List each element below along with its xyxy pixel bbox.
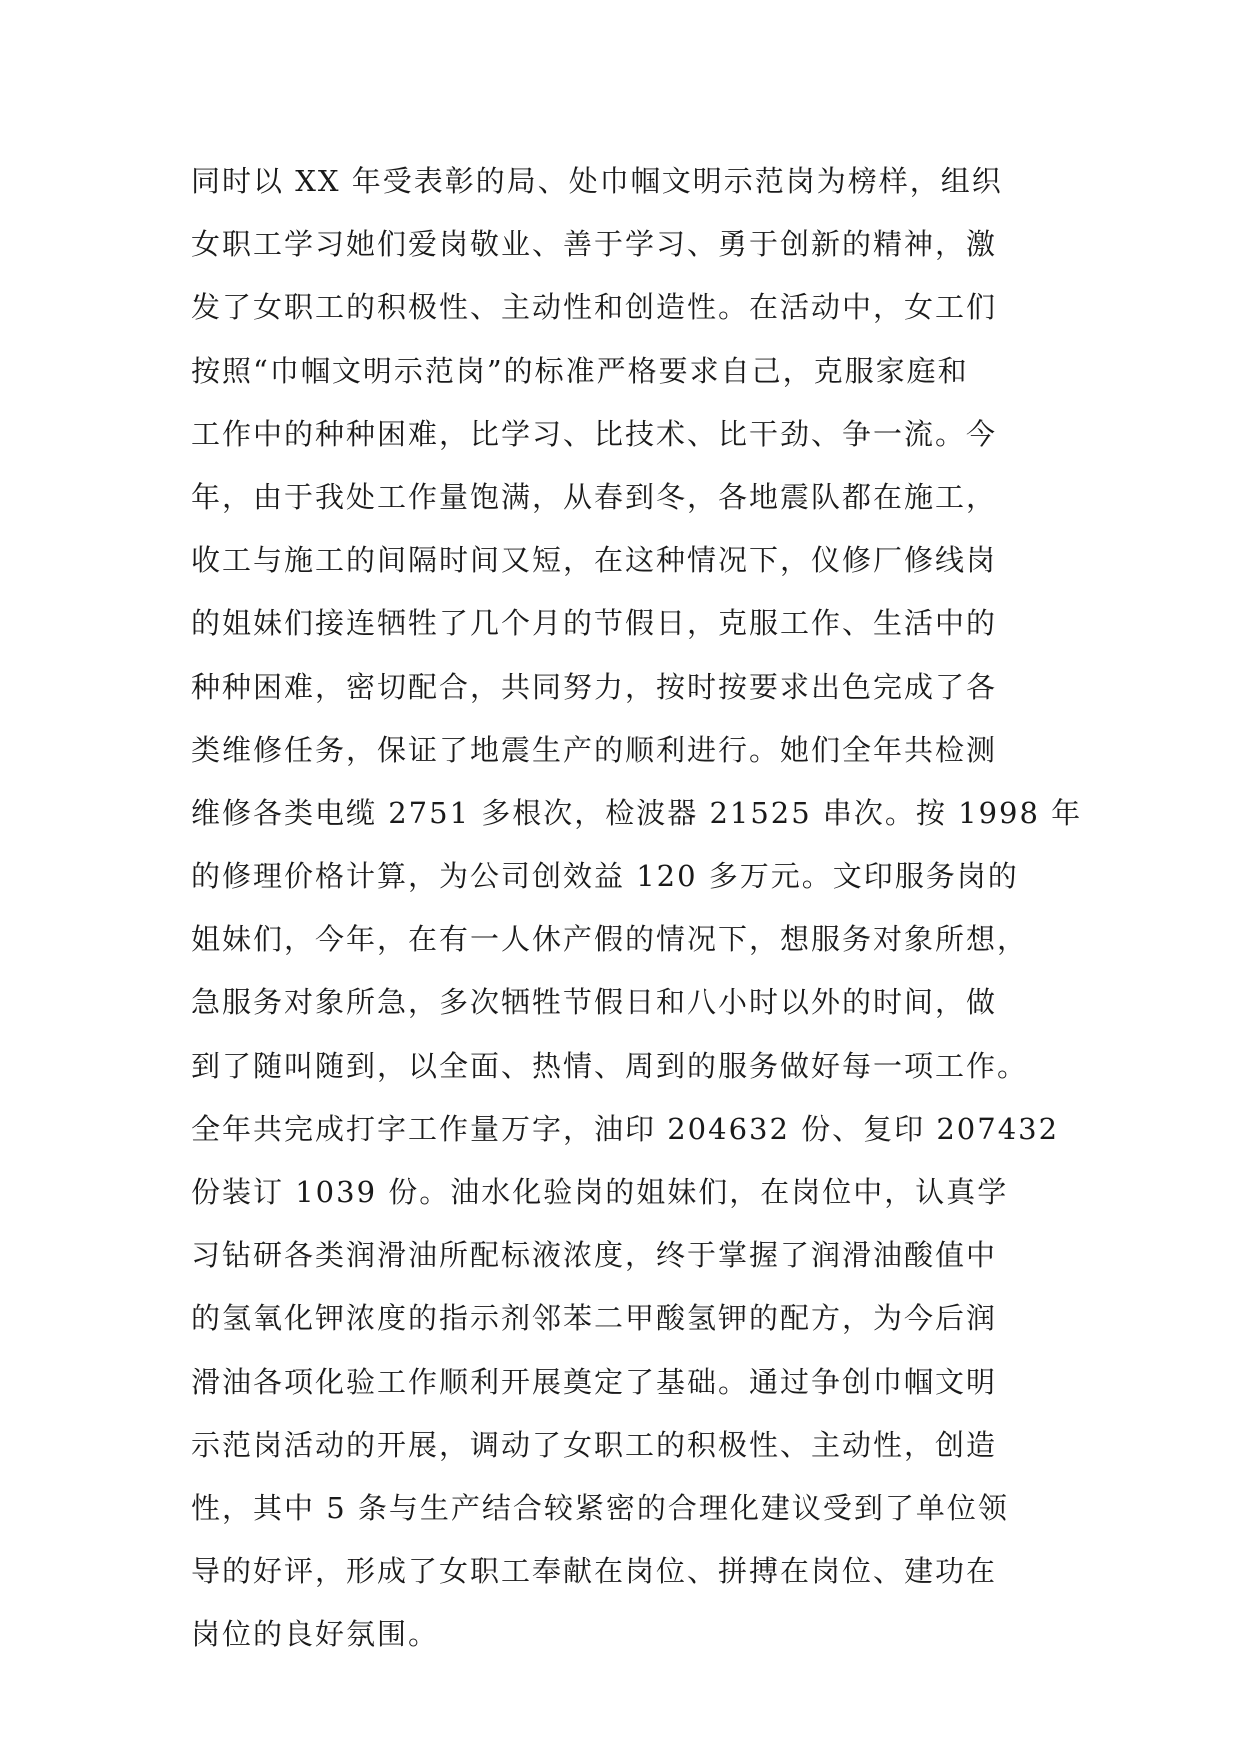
text-line: 种种困难，密切配合，共同努力，按时按要求出色完成了各 [191, 669, 998, 704]
text-line: 年，由于我处工作量饱满，从春到冬，各地震队都在施工， [191, 479, 998, 514]
text-line: 全年共完成打字工作量万字，油印 204632 份、复印 207432 [191, 1111, 1060, 1146]
text-line: 岗位的良好氛围。 [191, 1617, 440, 1652]
text-line: 习钻研各类润滑油所配标液浓度，终于掌握了润滑油酸值中 [191, 1238, 998, 1273]
text-line: 维修各类电缆 2751 多根次，检波器 21525 串次。按 1998 年 [191, 795, 1083, 830]
text-line: 急服务对象所急，多次牺牲节假日和八小时以外的时间，做 [191, 985, 998, 1020]
body-paragraph [191, 150, 1083, 1667]
text-line: 收工与施工的间隔时间又短，在这种情况下，仪修厂修线岗 [191, 543, 998, 578]
text-line: 到了随叫随到，以全面、热情、周到的服务做好每一项工作。 [191, 1048, 1029, 1083]
text-line: 份装订 1039 份。油水化验岗的姐妹们，在岗位中，认真学 [191, 1175, 1009, 1209]
text-line: 同时以 XX 年受表彰的局、处巾帼文明示范岗为榜样，组织 [191, 164, 1003, 198]
text-line: 发了女职工的积极性、主动性和创造性。在活动中，女工们 [191, 290, 998, 325]
text-line: 的修理价格计算，为公司创效益 120 多万元。文印服务岗的 [191, 859, 1019, 894]
text-line: 示范岗活动的开展，调动了女职工的积极性、主动性，创造 [191, 1427, 998, 1462]
text-line: 类维修任务，保证了地震生产的顺利进行。她们全年共检测 [191, 732, 998, 767]
text-line: 的姐妹们接连牺牲了几个月的节假日，克服工作、生活中的 [191, 606, 998, 641]
text-line: 按照“巾帼文明示范岗”的标准严格要求自己，克服家庭和 [191, 353, 969, 388]
text-line: 滑油各项化验工作顺利开展奠定了基础。通过争创巾帼文明 [191, 1364, 998, 1399]
text-line: 的氢氧化钾浓度的指示剂邻苯二甲酸氢钾的配方，为今后润 [191, 1301, 998, 1336]
text-line: 导的好评，形成了女职工奉献在岗位、拼搏在岗位、建功在 [191, 1554, 998, 1589]
text-line: 性，其中 5 条与生产结合较紧密的合理化建议受到了单位领 [191, 1490, 1009, 1525]
text-line: 女职工学习她们爱岗敬业、善于学习、勇于创新的精神，激 [191, 227, 998, 262]
text-line: 工作中的种种困难，比学习、比技术、比干劲、争一流。今 [191, 416, 998, 451]
text-line: 姐妹们，今年，在有一人休产假的情况下，想服务对象所想， [191, 922, 1029, 957]
